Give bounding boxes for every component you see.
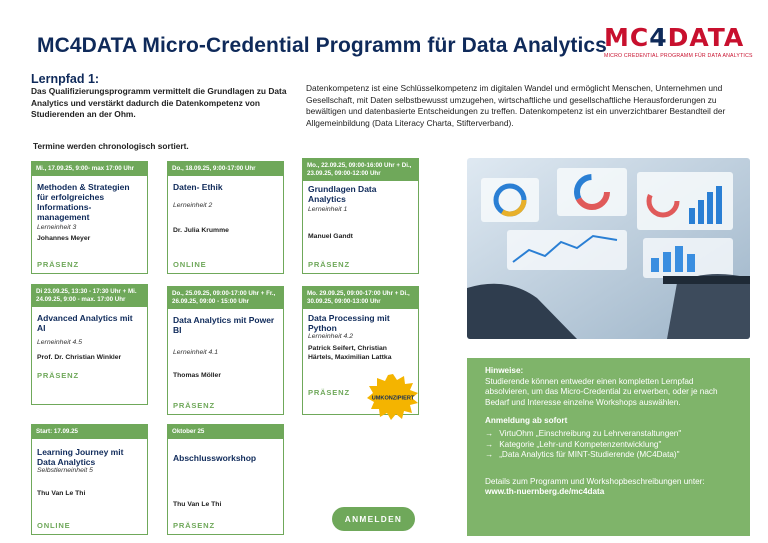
card-date: Mi., 17.09.25, 9:00- max 17:00 Uhr (32, 162, 147, 176)
card-title: Methoden & Strategien für erfolgreiches Informations-management (37, 182, 130, 222)
umkonzipiert-stamp (366, 374, 420, 420)
card-mode: PRÄSENZ (308, 260, 350, 269)
intro-text: Datenkompetenz ist eine Schlüsselkompetenz im digitalen Wandel und ermöglicht Menschen, Unternehmen und Gesellschaft, mit Daten selbstbewusst umzugehen, wirtschaftliche und gesellschaftliche Herausforderungen zu bewältigen und datenbasierte Entscheidungen zu treffen. Datenkompetenz ist ein unverzichtbarer Bestandteil der Allgemeinbildung (Data Literacy Charta, Stifterverband). (306, 83, 726, 128)
logo-wordmark: MC4DATA (604, 23, 745, 52)
card-mode: PRÄSENZ (37, 260, 79, 269)
card-mode: ONLINE (173, 260, 207, 269)
card-unit: Lerneinheit 4.2 (308, 333, 353, 340)
card-mode: PRÄSENZ (308, 388, 350, 397)
card-person: Thu Van Le Thi (37, 490, 86, 497)
arrow-right-icon: → (485, 439, 494, 449)
card-person: Patrick Seifert, Christian Härtels, Maximilian Lattka (308, 345, 392, 361)
card-date: Start: 17.09.25 (32, 425, 147, 439)
hints-text: Studierende können entweder einen kompletten Lernpfad absolvieren, um das Micro-Credential zu erwerben, oder je nach Bedarf und Interesse einzelne Workshops auswählen. (485, 376, 718, 407)
analytics-dashboard-photo (467, 158, 750, 339)
workshop-card (302, 158, 419, 274)
hints-heading: Hinweise: (485, 366, 524, 375)
card-title: Daten- Ethik (173, 182, 223, 192)
stamp-text: UMKONZIPIERT (371, 395, 415, 402)
card-person: Prof. Dr. Christian Winkler (37, 354, 122, 361)
lernpfad-description: Das Qualifizierungsprogramm vermittelt die Grundlagen zu Data Analytics und verstärkt dadurch die Datenkompetenz von Studierenden an der Ohm. (31, 86, 287, 119)
card-title: Advanced Analytics mit AI (37, 313, 133, 333)
card-unit: Lerneinheit 2 (173, 202, 213, 209)
card-person: Johannes Meyer (37, 235, 91, 242)
register-button[interactable]: ANMELDEN (332, 507, 415, 531)
card-date: Di 23.09.25, 13:30 - 17:30 Uhr + Mi. 24.09.25, 9:00 - max. 17:00 Uhr (32, 285, 147, 307)
hints-panel (467, 358, 750, 536)
page-title: MC4DATA Micro-Credential Programm für Data Analytics (37, 34, 607, 57)
card-unit: Lerneinheit 4.1 (173, 349, 218, 356)
arrow-right-icon: → (485, 450, 494, 460)
card-person: Thomas Möller (173, 372, 221, 379)
card-unit: Lerneinheit 1 (308, 206, 348, 213)
card-person: Thu Van Le Thi (173, 501, 222, 508)
card-date: Mo., 22.09.25, 09:00-16:00 Uhr + Di., 23.09.25, 09:00-12:00 Uhr (303, 159, 418, 181)
dashboard-illustration (467, 158, 750, 339)
card-title: Learning Journey mit Data Analytics (37, 447, 124, 467)
workshop-card (31, 284, 148, 405)
card-person: Manuel Gandt (308, 233, 353, 240)
card-title: Abschlussworkshop (173, 453, 257, 463)
mc4data-logo (604, 24, 754, 59)
workshop-card (31, 424, 148, 535)
workshop-card (31, 161, 148, 274)
card-mode: PRÄSENZ (173, 401, 215, 410)
registration-heading: Anmeldung ab sofort (485, 416, 568, 426)
card-mode: ONLINE (37, 521, 71, 530)
card-unit: Selbstlerneinheit 5 (37, 467, 93, 474)
card-title: Data Processing mit Python (308, 313, 390, 333)
sort-note: Termine werden chronologisch sortiert. (33, 141, 189, 151)
registration-step: → VirtuOhm „Einschreibung zu Lehrveranstaltungen" (485, 428, 682, 438)
card-date: Mo. 29.09.25, 09:00-17:00 Uhr + Di., 30.09.25, 09:00-13:00 Uhr (303, 287, 418, 309)
workshop-card (167, 424, 284, 535)
card-mode: PRÄSENZ (37, 371, 79, 380)
card-person: Dr. Julia Krumme (173, 227, 229, 234)
card-unit: Lerneinheit 3 (37, 224, 77, 231)
registration-step: → Kategorie „Lehr-und Kompetenzentwicklung" (485, 439, 662, 449)
card-mode: PRÄSENZ (173, 521, 215, 530)
card-date: Do., 25.09.25, 09:00-17:00 Uhr + Fr., 26.09.25, 09:00 - 15:00 Uhr (168, 287, 283, 309)
logo-subtitle: MICRO CREDENTIAL PROGRAMM FÜR DATA ANALYTICS (604, 53, 753, 59)
card-date: Do., 18.09.25, 9:00-17:00 Uhr (168, 162, 283, 176)
card-date: Oktober 25 (168, 425, 283, 439)
details-url[interactable]: www.th-nuernberg.de/mc4data (485, 487, 605, 497)
arrow-right-icon: → (485, 428, 494, 438)
card-unit: Lerneinheit 4.5 (37, 339, 82, 346)
details-text: Details zum Programm und Workshopbeschreibungen unter: (485, 476, 705, 486)
workshop-card (167, 286, 284, 415)
card-title: Data Analytics mit Power BI (173, 315, 275, 335)
lernpfad-title: Lernpfad 1: (31, 72, 100, 86)
workshop-card (167, 161, 284, 274)
registration-step: → „Data Analytics für MINT-Studierende (MC4Data)" (485, 450, 680, 460)
card-title: Grundlagen Data Analytics (308, 184, 377, 204)
